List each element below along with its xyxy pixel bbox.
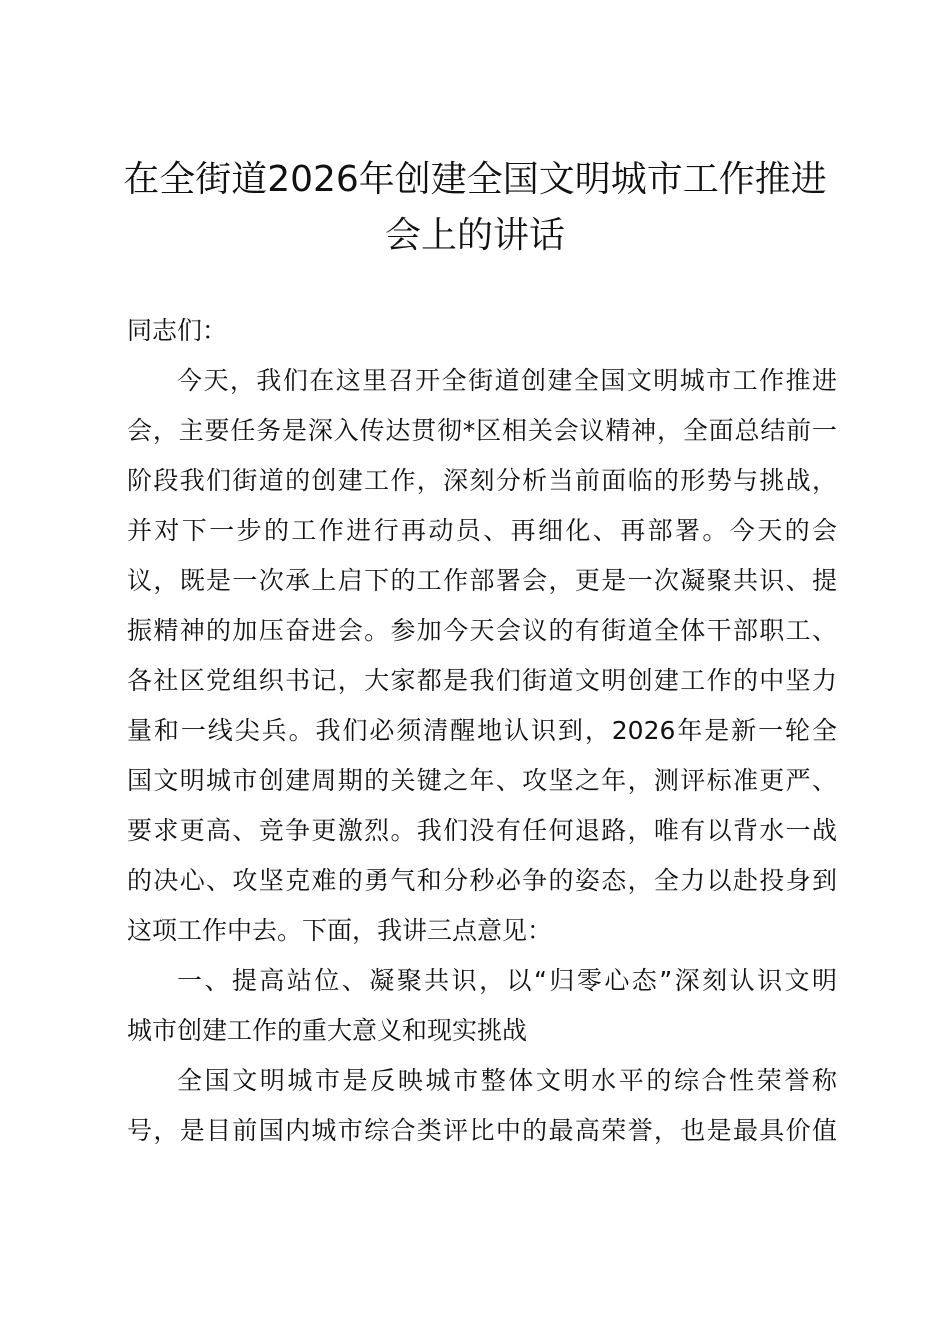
text-line: 要求更高、竞争更激烈。我们没有任何退路，唯有以背水一战 bbox=[127, 816, 837, 845]
text-line: 这项工作中去。下面，我讲三点意见： bbox=[127, 916, 553, 945]
text-line: 号，是目前国内城市综合类评比中的最高荣誉，也是最具价值 bbox=[127, 1116, 837, 1145]
text-line: 阶段我们街道的创建工作，深刻分析当前面临的形势与挑战， bbox=[127, 466, 837, 495]
text-line: 今天，我们在这里召开全街道创建全国文明城市工作推进 bbox=[177, 366, 837, 395]
heading-line: 城市创建工作的重大意义和现实挑战 bbox=[127, 1016, 528, 1045]
paragraph-section-1 bbox=[127, 1056, 837, 1156]
text-line: 各社区党组织书记，大家都是我们街道文明创建工作的中坚力 bbox=[127, 666, 837, 695]
text-line: 振精神的加压奋进会。参加今天会议的有街道全体干部职工、 bbox=[127, 616, 837, 645]
section-heading-1 bbox=[127, 956, 837, 1056]
text-line: 全国文明城市是反映城市整体文明水平的综合性荣誉称 bbox=[177, 1066, 837, 1095]
document-body bbox=[127, 306, 837, 1156]
text-line: 议，既是一次承上启下的工作部署会，更是一次凝聚共识、提 bbox=[127, 566, 837, 595]
document-title bbox=[100, 152, 850, 264]
title-line: 在全街道2026年创建全国文明城市工作推进 bbox=[123, 159, 827, 200]
title-line: 会上的讲话 bbox=[384, 215, 565, 256]
salutation: 同志们： bbox=[127, 316, 228, 345]
text-line: 会，主要任务是深入传达贯彻*区相关会议精神，全面总结前一 bbox=[127, 416, 837, 445]
text-line: 的决心、攻坚克难的勇气和分秒必争的姿态，全力以赴投身到 bbox=[127, 866, 837, 895]
text-line: 量和一线尖兵。我们必须清醒地认识到，2026年是新一轮全 bbox=[127, 716, 837, 745]
text-line: 并对下一步的工作进行再动员、再细化、再部署。今天的会 bbox=[127, 516, 837, 545]
heading-line: 一、提高站位、凝聚共识，以“归零心态”深刻认识文明 bbox=[177, 966, 837, 995]
text-line: 国文明城市创建周期的关键之年、攻坚之年，测评标准更严、 bbox=[127, 766, 837, 795]
paragraph-intro bbox=[127, 356, 837, 956]
